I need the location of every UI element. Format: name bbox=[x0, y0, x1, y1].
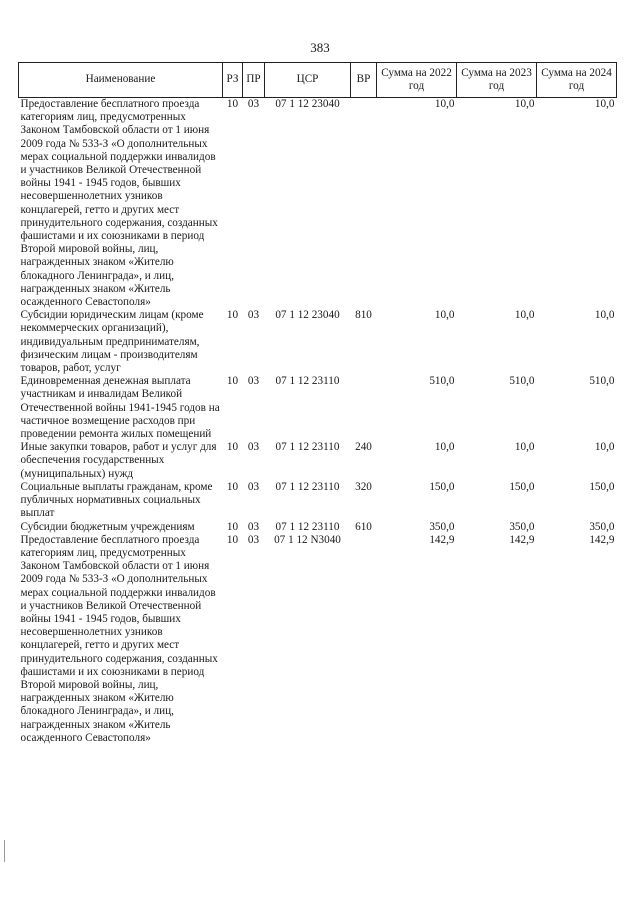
row-vr bbox=[351, 375, 377, 441]
table-header-row bbox=[19, 63, 617, 98]
table-row bbox=[19, 98, 617, 310]
table-row bbox=[19, 441, 617, 481]
row-sum-2023: 10,0 bbox=[514, 98, 535, 110]
row-sum-2023: 142,9 bbox=[509, 533, 535, 546]
table-row bbox=[19, 534, 617, 745]
row-sum-2022: 350,0 bbox=[429, 520, 455, 533]
row-name: Субсидии бюджетным учреждениям bbox=[20, 520, 195, 533]
header-pr: ПР bbox=[243, 63, 265, 98]
row-csr: 07 1 12 23110 bbox=[275, 441, 340, 454]
row-rz: 10 bbox=[226, 441, 239, 454]
row-sum-2024: 510,0 bbox=[589, 375, 615, 388]
row-name: Единовременная денежная выплата участникам и инвалидам Великой Отечественной войны 1941-1945 годов на частичное возмещение расходов при проведении ремонта жилых помещений bbox=[20, 375, 220, 441]
header-sum-2022: Сумма на 2022 год bbox=[377, 63, 457, 98]
row-sum-2022: 150,0 bbox=[429, 480, 455, 493]
header-csr: ЦСР bbox=[265, 63, 351, 98]
table-row bbox=[19, 375, 617, 441]
row-sum-2023: 150,0 bbox=[509, 480, 535, 493]
row-pr: 03 bbox=[247, 375, 260, 388]
row-name: Предоставление бесплатного проезда категориям лиц, предусмотренных Законом Тамбовской области от 1 июня 2009 года № 533-З «О дополнительных мерах социальной поддержки инвалидов и участников Великой Отечественной войны 1941 - 1945 годов, бывших несовершеннолетних узников концлагерей, гетто и других мест принудительного содержания, созданных фашистами и их союзниками в период Второй мировой войны, лиц, награжденных знаком «Жителю блокадного Ленинграда», и лиц, награжденных знаком «Житель осажденного Севастополя» bbox=[20, 98, 218, 309]
row-sum-2023: 510,0 bbox=[509, 375, 535, 388]
row-vr: 320 bbox=[355, 480, 372, 493]
row-sum-2024: 150,0 bbox=[589, 480, 615, 493]
row-name: Субсидии юридическим лицам (кроме некоммерческих организаций), индивидуальным предпринимателям, физическим лицам - производителям товаров, работ, услуг bbox=[20, 309, 204, 375]
row-name: Предоставление бесплатного проезда категориям лиц, предусмотренных Законом Тамбовской области от 1 июня 2009 года № 533-З «О дополнительных мерах социальной поддержки инвалидов и участников Великой Отечественной войны 1941 - 1945 годов, бывших несовершеннолетних узников концлагерей, гетто и других мест принудительного содержания, созданных фашистами и их союзниками в период Второй мировой войны, лиц, награжденных знаком «Жителю блокадного Ленинграда», и лиц, награжденных знаком «Житель осажденного Севастополя» bbox=[20, 533, 218, 744]
row-sum-2022: 142,9 bbox=[429, 533, 455, 546]
row-rz: 10 bbox=[226, 520, 239, 533]
row-csr: 07 1 12 N3040 bbox=[274, 533, 341, 546]
row-name: Социальные выплаты гражданам, кроме публичных нормативных социальных выплат bbox=[20, 480, 213, 520]
row-rz: 10 bbox=[226, 480, 239, 493]
row-pr: 03 bbox=[247, 480, 260, 493]
row-csr: 07 1 12 23040 bbox=[275, 309, 340, 322]
row-csr: 07 1 12 23110 bbox=[275, 375, 340, 388]
row-vr bbox=[351, 534, 377, 745]
row-sum-2022: 510,0 bbox=[429, 375, 455, 388]
row-sum-2024: 10,0 bbox=[594, 441, 615, 454]
table-row bbox=[19, 481, 617, 521]
header-vr: ВР bbox=[351, 63, 377, 98]
row-pr: 03 bbox=[247, 441, 260, 454]
row-sum-2022: 10,0 bbox=[434, 309, 455, 322]
scan-edge-mark bbox=[4, 840, 5, 862]
row-csr: 07 1 12 23110 bbox=[275, 520, 340, 533]
row-sum-2024: 350,0 bbox=[589, 520, 615, 533]
row-pr: 03 bbox=[247, 533, 260, 546]
row-sum-2022: 10,0 bbox=[434, 441, 455, 454]
row-csr: 07 1 12 23040 bbox=[275, 98, 340, 110]
header-sum-2024: Сумма на 2024 год bbox=[537, 63, 617, 98]
row-rz: 10 bbox=[226, 533, 239, 546]
page-number: 383 bbox=[310, 40, 330, 55]
row-vr bbox=[351, 98, 377, 310]
row-sum-2024: 10,0 bbox=[594, 309, 615, 322]
row-vr: 810 bbox=[355, 309, 372, 322]
table-row bbox=[19, 309, 617, 375]
row-vr: 240 bbox=[355, 441, 372, 454]
row-name: Иные закупки товаров, работ и услуг для обеспечения государственных (муниципальных) нужд bbox=[20, 441, 217, 480]
row-sum-2023: 10,0 bbox=[514, 309, 535, 322]
row-sum-2022: 10,0 bbox=[434, 98, 455, 110]
row-sum-2024: 142,9 bbox=[589, 533, 615, 546]
table-row bbox=[19, 521, 617, 534]
budget-table bbox=[18, 62, 617, 745]
row-sum-2023: 350,0 bbox=[509, 520, 535, 533]
header-rz: РЗ bbox=[223, 63, 243, 98]
row-sum-2023: 10,0 bbox=[514, 441, 535, 454]
row-pr: 03 bbox=[247, 520, 260, 533]
header-sum-2023: Сумма на 2023 год bbox=[457, 63, 537, 98]
row-pr: 03 bbox=[247, 309, 260, 322]
header-name: Наименование bbox=[19, 63, 223, 98]
row-csr: 07 1 12 23110 bbox=[275, 480, 340, 493]
row-rz: 10 bbox=[226, 309, 239, 322]
row-rz: 10 bbox=[226, 98, 239, 110]
row-vr: 610 bbox=[355, 520, 372, 533]
row-pr: 03 bbox=[247, 98, 260, 110]
row-rz: 10 bbox=[226, 375, 239, 388]
row-sum-2024: 10,0 bbox=[594, 98, 615, 110]
